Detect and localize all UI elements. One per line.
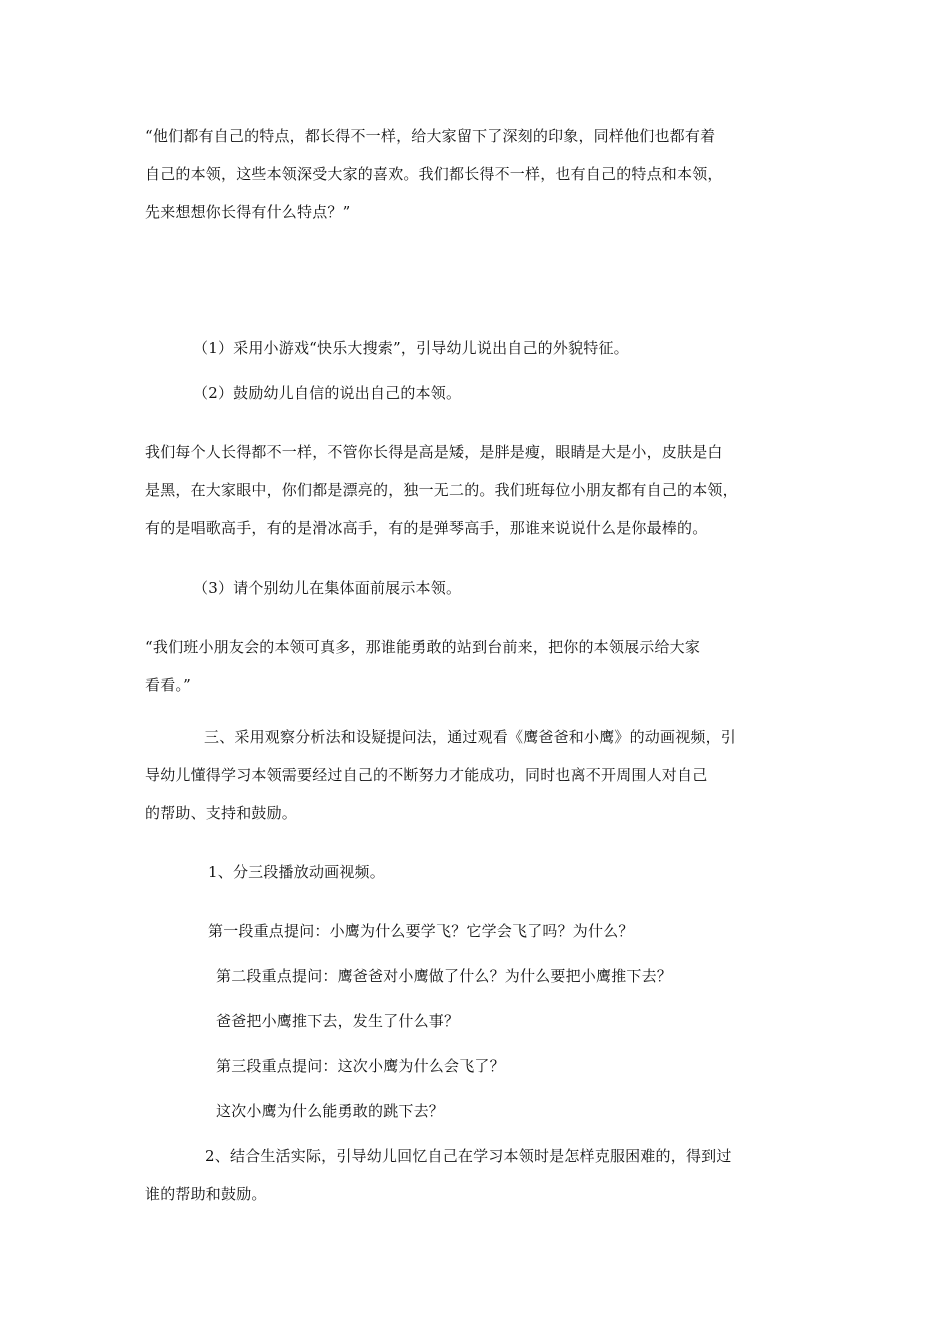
text-line: 第二段重点提问：鹰爸爸对小鹰做了什么？为什么要把小鹰推下去？ <box>216 967 673 985</box>
text-line: （2）鼓励幼儿自信的说出自己的本领。 <box>193 384 462 402</box>
text-line: 看看。” <box>145 676 191 694</box>
question-part-3 <box>216 1047 884 1085</box>
question-part-2 <box>216 957 884 995</box>
item-2-life-experience <box>145 1137 813 1213</box>
question-part-2-follow-up <box>216 1002 884 1040</box>
text-line: 是黑，在大家眼中，你们都是漂亮的，独一无二的。我们班每位小朋友都有自己的本领， <box>145 481 738 499</box>
text-line: 2、结合生活实际，引导幼儿回忆自己在学习本领时是怎样克服困难的，得到过 <box>205 1147 732 1165</box>
text-line: 导幼儿懂得学习本领需要经过自己的不断努力才能成功，同时也离不开周围人对自己 <box>145 766 708 784</box>
item-1-play-video <box>208 853 876 891</box>
text-line: 谁的帮助和鼓励。 <box>145 1185 267 1203</box>
quote-paragraph-show-skills <box>145 628 813 704</box>
text-line: 自己的本领，这些本领深受大家的喜欢。我们都长得不一样，也有自己的特点和本领， <box>145 165 723 183</box>
text-line: 第三段重点提问：这次小鹰为什么会飞了？ <box>216 1057 505 1075</box>
text-line: 我们每个人长得都不一样，不管你长得是高是矮，是胖是瘦，眼睛是大是小，皮肤是白 <box>145 443 723 461</box>
text-line: 爸爸把小鹰推下去，发生了什么事？ <box>216 1012 460 1030</box>
text-line: 的帮助、支持和鼓励。 <box>145 804 298 822</box>
text-line: “我们班小朋友会的本领可真多，那谁能勇敢的站到台前来，把你的本领展示给大家 <box>145 638 701 656</box>
text-line: （3）请个别幼儿在集体面前展示本领。 <box>193 579 462 597</box>
text-line: “他们都有自己的特点，都长得不一样，给大家留下了深刻的印象，同样他们也都有着 <box>145 127 716 145</box>
step-1-game <box>193 329 861 367</box>
question-part-3-follow-up <box>216 1092 884 1130</box>
text-line: （1）采用小游戏“快乐大搜索”，引导幼儿说出自己的外貌特征。 <box>193 339 629 357</box>
quote-paragraph-features <box>145 117 813 231</box>
text-line: 有的是唱歌高手，有的是滑冰高手，有的是弹琴高手，那谁来说说什么是你最棒的。 <box>145 519 708 537</box>
paragraph-everyone-different <box>145 433 813 547</box>
text-line: 1、分三段播放动画视频。 <box>208 863 385 881</box>
question-part-1 <box>208 912 876 950</box>
step-3-show <box>193 569 861 607</box>
step-2-encourage <box>193 374 861 412</box>
text-line: 三、采用观察分析法和设疑提问法，通过观看《鹰爸爸和小鹰》的动画视频，引 <box>204 728 737 746</box>
text-line: 第一段重点提问：小鹰为什么要学飞？它学会飞了吗？为什么？ <box>208 922 634 940</box>
text-line: 这次小鹰为什么能勇敢的跳下去？ <box>216 1102 445 1120</box>
section-three-paragraph <box>145 718 813 832</box>
text-line: 先来想想你长得有什么特点？” <box>145 203 351 221</box>
